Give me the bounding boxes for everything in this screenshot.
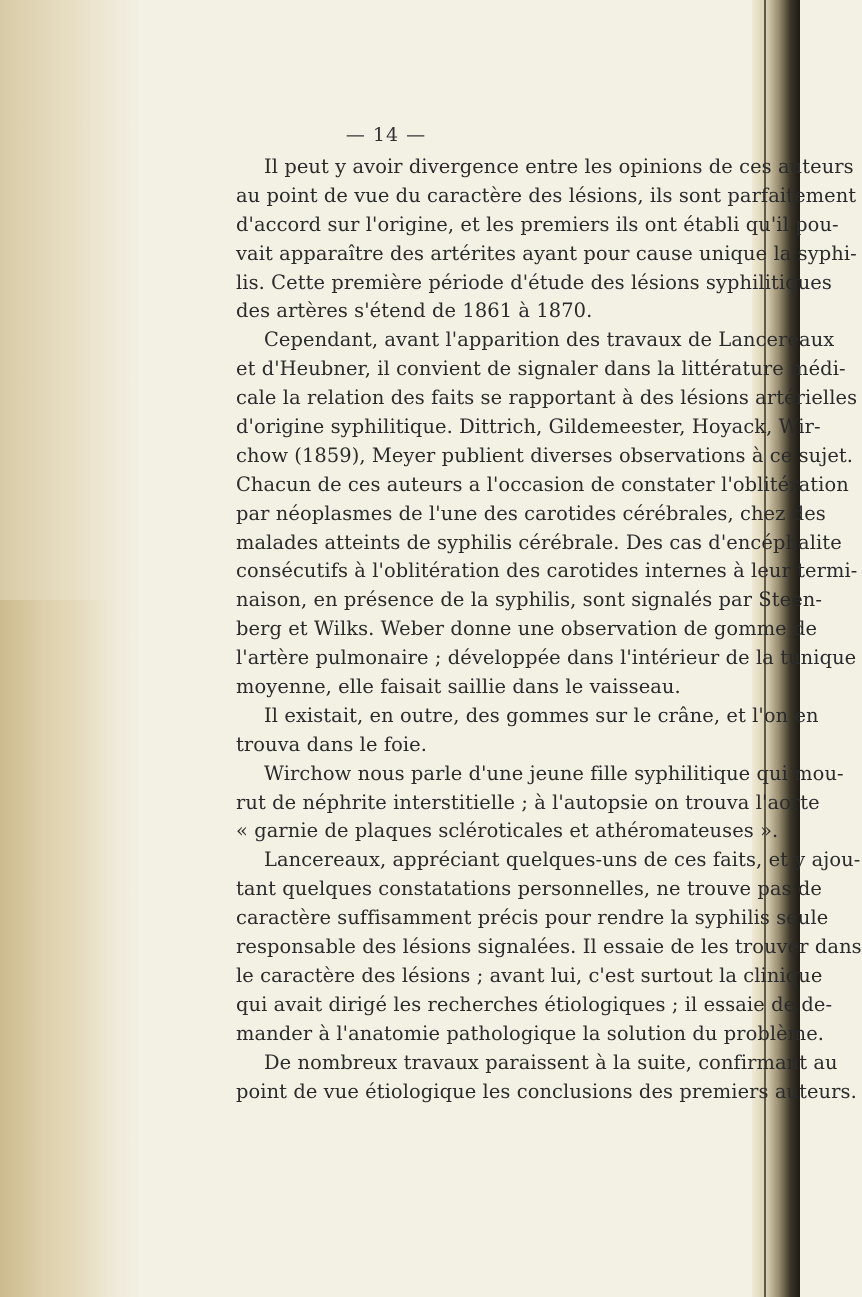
text-line: Cependant, avant l'apparition des travaux de Lancereaux bbox=[264, 328, 835, 352]
text-line: qui avait dirigé les recherches étiologiques ; il essaie de de- bbox=[236, 992, 833, 1016]
text-line: Chacun de ces auteurs a l'occasion de constater l'oblitération bbox=[236, 472, 849, 496]
text-line: Lancereaux, appréciant quelques-uns de ces faits, et y ajou- bbox=[264, 848, 861, 872]
text-line: Wirchow nous parle d'une jeune fille syphilitique qui mou- bbox=[264, 761, 844, 785]
text-line: berg et Wilks. Weber donne une observation de gomme de bbox=[236, 617, 818, 641]
body-text bbox=[236, 153, 862, 1106]
text-line: au point de vue du caractère des lésions, ils sont parfaitement bbox=[236, 183, 857, 207]
document-page bbox=[236, 0, 862, 1297]
text-line: naison, en présence de la syphilis, sont signalés par Steen- bbox=[236, 588, 823, 612]
page-number: — 14 — bbox=[345, 124, 427, 146]
text-line: l'artère pulmonaire ; développée dans l'intérieur de la tunique bbox=[236, 646, 857, 670]
text-line: et d'Heubner, il convient de signaler dans la littérature médi- bbox=[236, 357, 846, 381]
text-line: rut de néphrite interstitielle ; à l'autopsie on trouva l'aorte bbox=[236, 790, 820, 814]
text-line: par néoplasmes de l'une des carotides cérébrales, chez des bbox=[236, 501, 826, 525]
text-line: chow (1859), Meyer publient diverses observations à ce sujet. bbox=[236, 443, 854, 467]
text-line: vait apparaître des artérites ayant pour cause unique la syphi- bbox=[236, 241, 857, 265]
text-line: point de vue étiologique les conclusions des premiers auteurs. bbox=[236, 1079, 857, 1103]
text-line: malades atteints de syphilis cérébrale. Des cas d'encéphalite bbox=[236, 530, 842, 554]
text-line: Il peut y avoir divergence entre les opinions de ces auteurs bbox=[264, 155, 854, 178]
text-line: d'origine syphilitique. Dittrich, Gildemeester, Hoyack, Wir- bbox=[236, 415, 821, 439]
text-line: consécutifs à l'oblitération des carotides internes à leur termi- bbox=[236, 559, 858, 583]
text-line: mander à l'anatomie pathologique la solution du problème. bbox=[236, 1021, 825, 1045]
text-line: le caractère des lésions ; avant lui, c'est surtout la clinique bbox=[236, 963, 823, 987]
page-edge-stain bbox=[0, 600, 110, 1297]
text-line: « garnie de plaques scléroticales et athéromateuses ». bbox=[236, 819, 779, 843]
text-line: tant quelques constatations personnelles, ne trouve pas de bbox=[236, 877, 822, 901]
text-line: moyenne, elle faisait saillie dans le vaisseau. bbox=[236, 675, 681, 699]
text-line: cale la relation des faits se rapportant à des lésions artérielles bbox=[236, 386, 858, 410]
text-line: lis. Cette première période d'étude des lésions syphilitiques bbox=[236, 270, 832, 294]
text-line: De nombreux travaux paraissent à la suite, confirmant au bbox=[264, 1050, 838, 1074]
text-line: trouva dans le foie. bbox=[236, 732, 428, 756]
text-line: des artères s'étend de 1861 à 1870. bbox=[236, 299, 593, 323]
text-line: responsable des lésions signalées. Il essaie de les trouver dans bbox=[236, 935, 862, 959]
text-line: d'accord sur l'origine, et les premiers ils ont établi qu'il pou- bbox=[236, 212, 839, 236]
text-line: caractère suffisamment précis pour rendre la syphilis seule bbox=[236, 906, 829, 930]
text-line: Il existait, en outre, des gommes sur le crâne, et l'on en bbox=[264, 703, 819, 727]
